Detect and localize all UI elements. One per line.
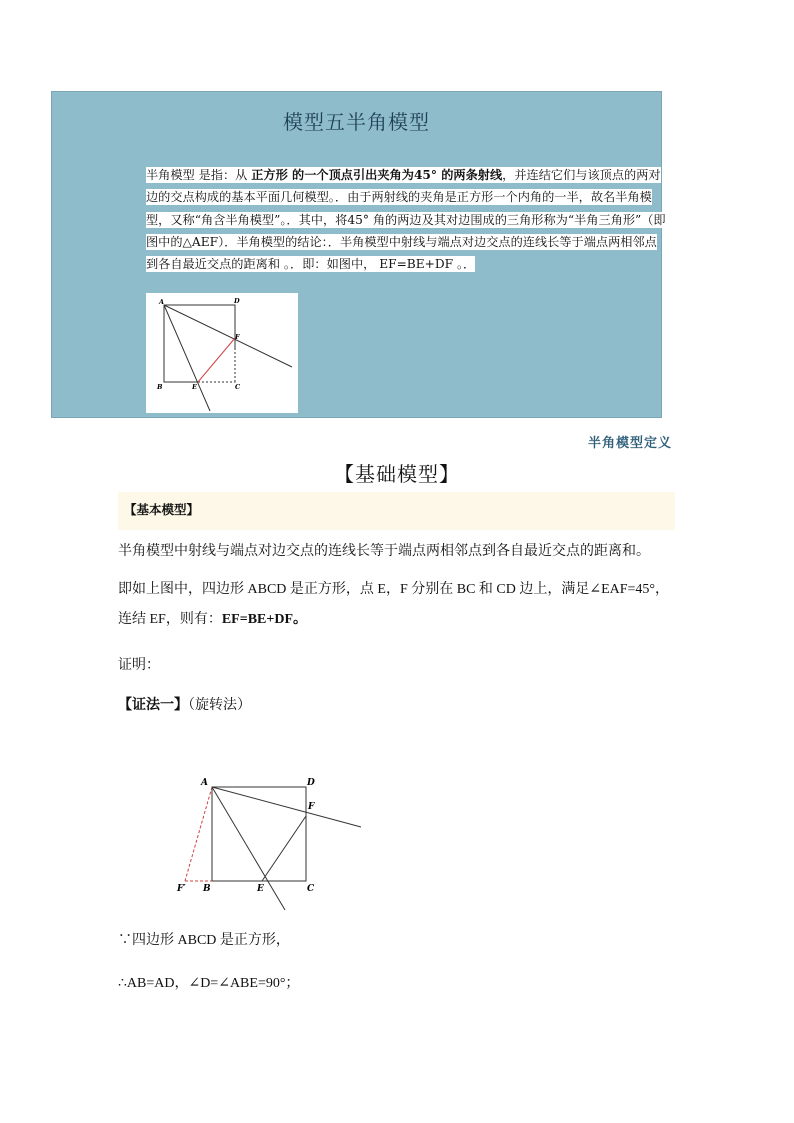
label-a: A — [159, 298, 165, 306]
proof-label: 证明： — [118, 657, 160, 673]
label-f-prime: F′ — [177, 884, 186, 894]
ray-ae — [164, 305, 210, 411]
model-title: 模型五半角模型 — [283, 110, 430, 134]
label-c: C — [307, 884, 315, 894]
model-definition-text — [146, 164, 666, 275]
label-e: E — [192, 383, 197, 391]
label-b: B — [157, 383, 163, 391]
label-d: D — [234, 297, 240, 305]
method-bracket: 【证法一】 — [118, 697, 188, 713]
rotation-proof-diagram — [165, 770, 375, 915]
segment-ef — [262, 816, 306, 881]
half-angle-diagram — [146, 293, 298, 413]
conclusion-formula: EF=BE+DF。 — [221, 612, 308, 627]
intro-part-2: 正方形 的一个顶点引出夹角为 — [251, 168, 414, 182]
figure-caption: 半角模型定义 — [587, 436, 672, 451]
ray-ae — [212, 787, 285, 910]
condition-text: 即如上图中，四边形 ABCD 是正方形，点 E，F 分别在 BC 和 CD 边上，满足∠EAF=45°，连结 EF，则有： — [118, 582, 670, 627]
intro-part-1: 半角模型 是指：从 — [146, 168, 252, 182]
half-angle-diagram-svg — [146, 293, 298, 413]
label-f: F — [308, 802, 315, 812]
subhead-background — [118, 492, 675, 530]
label-c: C — [235, 383, 241, 391]
segment-ef — [198, 338, 235, 382]
section-title: 【基础模型】 — [334, 462, 460, 486]
label-a: A — [201, 778, 208, 788]
ray-af — [164, 305, 292, 367]
intro-part-5: 45° 角的两边及其对边围成的三角形称为“半角三角形”（即图中的△AEF）．半角模型的结论：．半角模型中射线与端点对边交点的连线长等于端点两相邻点到各自最近交点的距离和 。．即：如图中， EF=BE+DF 。． — [146, 212, 666, 272]
model-header-panel — [51, 91, 666, 418]
label-b: B — [203, 884, 211, 894]
proof-step-1: ∵四边形 ABCD 是正方形， — [118, 933, 290, 948]
model-statement: 半角模型中射线与端点对边交点的连线长等于端点两相邻点到各自最近交点的距离和。 — [118, 543, 650, 559]
label-f: F — [235, 333, 240, 341]
rotation-proof-diagram-svg — [165, 770, 375, 915]
label-e: E — [257, 884, 264, 894]
intro-part-4: ，并连结它们与该顶点的两对边的交点构成的基本平面几何模型。．由于两射线的夹角是正方形一个内角的一半，故名半角模型，又称“角含半角模型”。．其中，将 — [146, 168, 661, 227]
dashed-segment-af-prime — [185, 787, 212, 881]
intro-part-3: 45° 的两条射线 — [413, 168, 503, 182]
proof-step-2: ∴AB=AD，∠D=∠ABE=90°； — [118, 976, 300, 991]
proof-method-heading — [118, 690, 678, 720]
method-name: （旋转法） — [188, 697, 251, 713]
model-condition — [118, 575, 678, 635]
square-abcd — [164, 305, 235, 382]
subhead-label: 【基本模型】 — [124, 502, 200, 517]
label-d: D — [307, 778, 315, 788]
ray-af — [212, 787, 361, 827]
